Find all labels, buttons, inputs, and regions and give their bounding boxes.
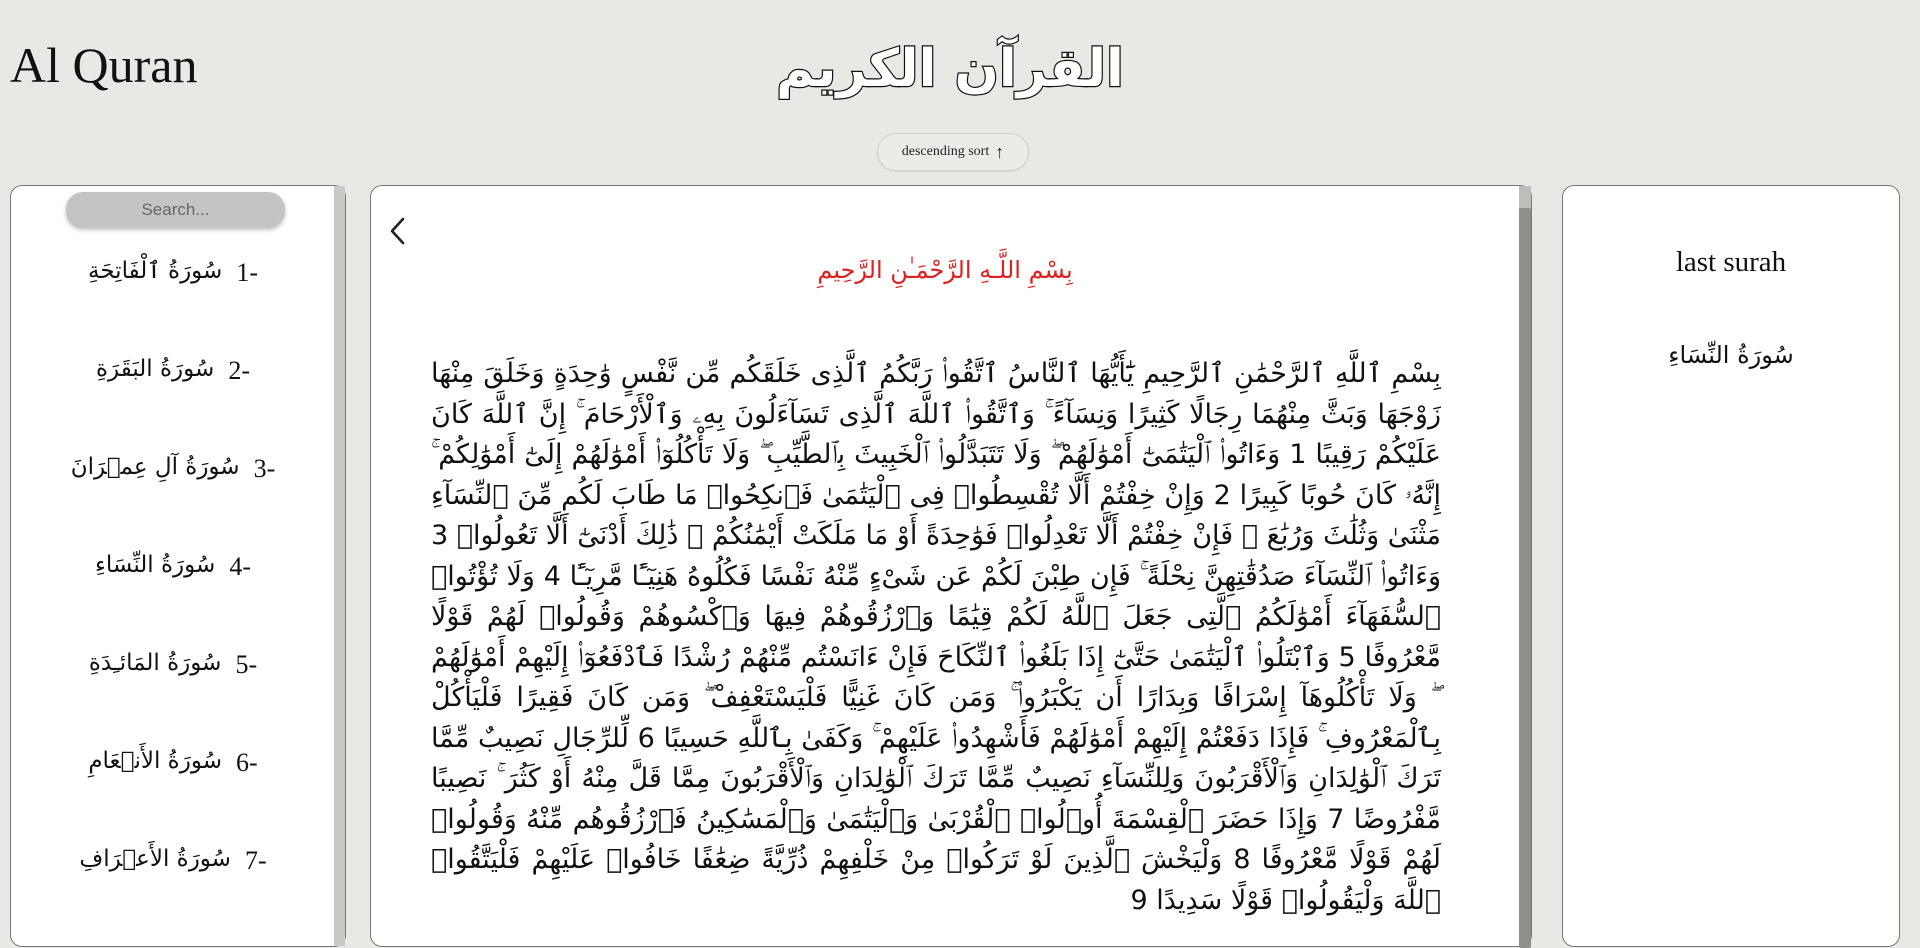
surah-sidebar xyxy=(10,185,346,947)
sort-toggle-button[interactable] xyxy=(877,133,1029,171)
sidebar-scrollbar[interactable] xyxy=(334,186,345,946)
surah-list-item[interactable] xyxy=(11,650,335,748)
back-button[interactable] xyxy=(383,214,413,248)
reader-scrollbar-thumb[interactable] xyxy=(1519,208,1531,948)
surah-list-item[interactable] xyxy=(11,356,335,454)
surah-list xyxy=(11,258,335,944)
surah-list-item[interactable] xyxy=(11,552,335,650)
surah-name: سُورَةُ النِّسَاءِ xyxy=(95,552,216,578)
surah-number: 1- xyxy=(236,258,258,287)
basmala-heading: بِسْمِ اللَّـهِ الرَّحْمَـٰنِ الرَّحِيمِ xyxy=(817,256,1073,284)
surah-name: سُورَةُ المَائـِدَةِ xyxy=(88,650,222,676)
search-input[interactable] xyxy=(66,192,285,228)
last-surah-panel xyxy=(1562,185,1900,947)
chevron-left-icon xyxy=(387,216,409,246)
surah-list-item[interactable] xyxy=(11,846,335,944)
surah-number: 6- xyxy=(236,748,258,777)
arrow-up-icon: ↑ xyxy=(995,141,1005,162)
last-surah-link[interactable]: سُورَةُ النِّسَاءِ xyxy=(1668,341,1794,369)
surah-name: سُورَةُ ٱلْفَاتِحَةِ xyxy=(88,258,223,284)
reader-scrollbar[interactable] xyxy=(1519,186,1531,946)
app-title: Al Quran xyxy=(10,37,198,93)
surah-name: سُورَةُ البَقَرَةِ xyxy=(95,356,215,382)
surah-number: 5- xyxy=(235,650,258,679)
last-surah-title: last surah xyxy=(1675,246,1787,278)
quran-calligraphy-logo xyxy=(776,8,1124,118)
logo-text: القرآن الكريم xyxy=(776,39,1124,99)
surah-number: 3- xyxy=(253,454,276,483)
surah-reader xyxy=(370,185,1532,947)
surah-name: سُورَةُ الأَنۡعَامِ xyxy=(88,748,222,774)
surah-list-item[interactable] xyxy=(11,454,335,552)
surah-number: 2- xyxy=(228,356,250,385)
sort-label: descending sort xyxy=(901,144,990,159)
surah-list-item[interactable] xyxy=(11,748,335,846)
surah-verses-text: بِسْمِ ٱللَّهِ ٱلرَّحْمَٰنِ ٱلرَّحِيمِ يَٰٓأَيُّهَا ٱلنَّاسُ ٱتَّقُوا۟ رَبَّكُمُ ٱلَّذِى خَلَقَكُم مِّن نَّفْسٍ وَٰحِدَةٍ وَخَلَقَ مِنْهَا زَوْجَهَا وَبَثَّ مِنْهُمَا رِجَالًا كَثِيرًا وَنِسَآءً ۚ وَٱتَّقُوا۟ ٱللَّهَ ٱلَّذِى تَسَآءَلُونَ بِهِۦ وَٱلْأَرْحَامَ ۚ إِنَّ ٱللَّهَ كَانَ عَلَيْكُمْ رَقِيبًا 1 وَءَاتُوا۟ ٱلْيَتَٰمَىٰٓ أَمْوَٰلَهُمْ ۖ وَلَا تَتَبَدَّلُوا۟ ٱلْخَبِيثَ بِٱلطَّيِّبِ ۖ وَلَا تَأْكُلُوٓا۟ أَمْوَٰلَهُمْ إِلَىٰٓ أَمْوَٰلِكُمْ ۚ إِنَّهُۥ كَانَ حُوبًا كَبِيرًا 2 وَإِنْ خِفْتُمْ أَلَّا تُقْسِطُوا۟ فِى ٱلْيَتَٰمَىٰ فَٱنكِحُوا۟ مَا طَابَ لَكُم مِّنَ ٱلنِّسَآءِ مَثْنَىٰ وَثُلَٰثَ وَرُبَٰعَ ۖ فَإِنْ خِفْتُمْ أَلَّا تَعْدِلُوا۟ فَوَٰحِدَةً أَوْ مَا مَلَكَتْ أَيْمَٰنُكُمْ ۚ ذَٰلِكَ أَدْنَىٰٓ أَلَّا تَعُولُوا۟ 3 وَءَاتُوا۟ ٱلنِّسَآءَ صَدُقَٰتِهِنَّ نِحْلَةً ۚ فَإِن طِبْنَ لَكُمْ عَن شَىْءٍ مِّنْهُ نَفْسًا فَكُلُوهُ هَنِيٓـًٔا مَّرِيٓـًٔا 4 وَلَا تُؤْتُوا۟ ٱلسُّفَهَآءَ أَمْوَٰلَكُمُ ٱلَّتِى جَعَلَ ٱللَّهُ لَكُمْ قِيَٰمًا وَٱرْزُقُوهُمْ فِيهَا وَٱكْسُوهُمْ وَقُولُوا۟ لَهُمْ قَوْلًا مَّعْرُوفًا 5 وَٱبْتَلُوا۟ ٱلْيَتَٰمَىٰ حَتَّىٰٓ إِذَا بَلَغُوا۟ ٱلنِّكَاحَ فَإِنْ ءَانَسْتُم مِّنْهُمْ رُشْدًا فَٱدْفَعُوٓا۟ إِلَيْهِمْ أَمْوَٰلَهُمْ ۖ وَلَا تَأْكُلُوهَآ إِسْرَافًا وَبِدَارًا أَن يَكْبَرُوا۟ ۚ وَمَن كَانَ غَنِيًّا فَلْيَسْتَعْفِفْ ۖ وَمَن كَانَ فَقِيرًا فَلْيَأْكُلْ بِٱلْمَعْرُوفِ ۚ فَإِذَا دَفَعْتُمْ إِلَيْهِمْ أَمْوَٰلَهُمْ فَأَشْهِدُوا۟ عَلَيْهِمْ ۚ وَكَفَىٰ بِٱللَّهِ حَسِيبًا 6 لِّلرِّجَالِ نَصِيبٌ مِّمَّا تَرَكَ ٱلْوَٰلِدَانِ وَٱلْأَقْرَبُونَ وَلِلنِّسَآءِ نَصِيبٌ مِّمَّا تَرَكَ ٱلْوَٰلِدَانِ وَٱلْأَقْرَبُونَ مِمَّا قَلَّ مِنْهُ أَوْ كَثُرَ ۚ نَصِيبًا مَّفْرُوضًا 7 وَإِذَا حَضَرَ ٱلْقِسْمَةَ أُو۟لُوا۟ ٱلْقُرْبَىٰ وَٱلْيَتَٰمَىٰ وَٱلْمَسَٰكِينُ فَٱرْزُقُوهُم مِّنْهُ وَقُولُوا۟ لَهُمْ قَوْلًا مَّعْرُوفًا 8 وَلْيَخْشَ ٱلَّذِينَ لَوْ تَرَكُوا۟ مِنْ خَلْفِهِمْ ذُرِّيَّةً ضِعَٰفًا خَافُوا۟ عَلَيْهِمْ فَلْيَتَّقُوا۟ ٱللَّهَ وَلْيَقُولُوا۟ قَوْلًا سَدِيدًا 9 xyxy=(431,358,1442,916)
surah-name: سُورَةُ آلِ عِمۡرَانَ xyxy=(70,454,240,480)
surah-list-item[interactable] xyxy=(11,258,335,356)
surah-number: 7- xyxy=(244,846,267,875)
surah-name: سُورَةُ الأَعۡرَافِ xyxy=(79,846,231,872)
surah-number: 4- xyxy=(229,552,251,581)
